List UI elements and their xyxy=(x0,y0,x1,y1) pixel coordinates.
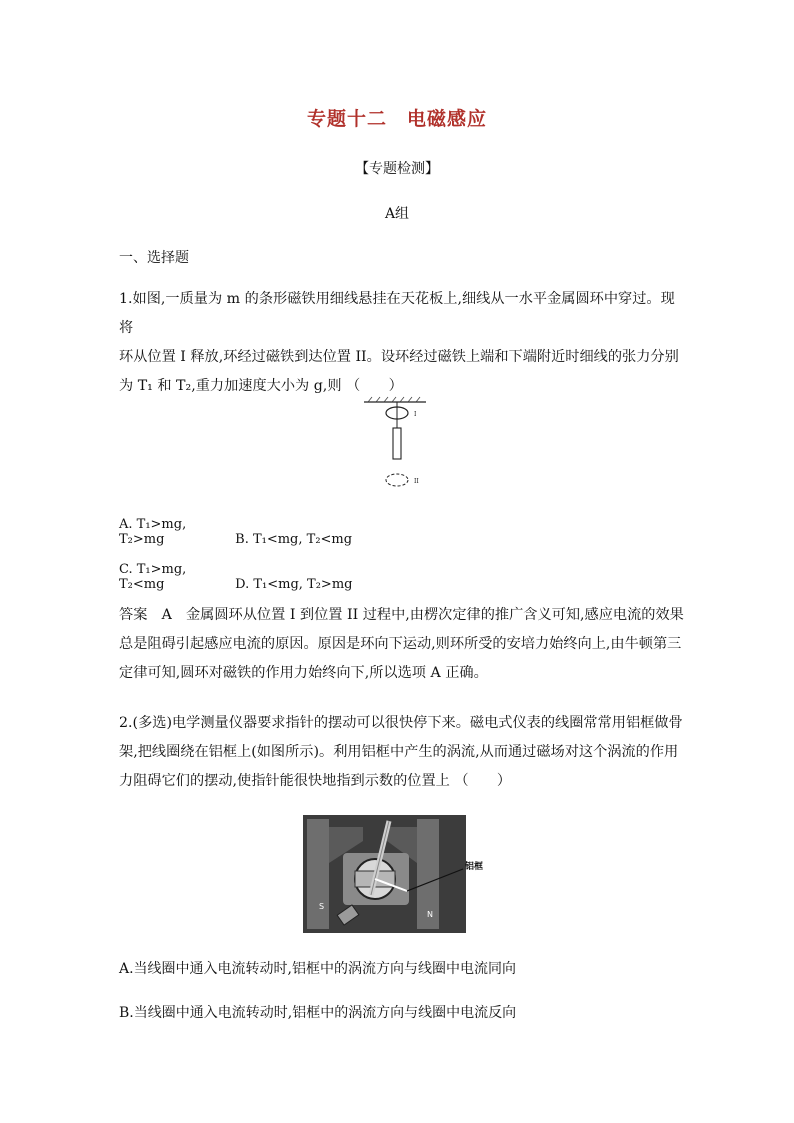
option-b[interactable]: B. T₁<mg, T₂<mg xyxy=(235,532,353,547)
question-1-options-row-2 xyxy=(119,562,352,592)
question-1-options-row-1 xyxy=(119,517,352,547)
page-title: 专题十二 电磁感应 xyxy=(306,108,487,130)
option-a[interactable]: A. T₁>mg, T₂>mg xyxy=(119,517,187,547)
option-d[interactable]: D. T₁<mg, T₂>mg xyxy=(235,577,353,592)
question-1-stem xyxy=(119,285,684,401)
ceiling xyxy=(364,397,426,402)
north-pole-label: N xyxy=(427,910,433,919)
question-1-line-1: 1.如图,一质量为 m 的条形磁铁用细线悬挂在天花板上,细线从一水平金属圆环中穿过。现将 xyxy=(119,291,675,336)
question-2-line-3: 力阻碍它们的摆动,使指针能很快地指到示数的位置上 （ ） xyxy=(119,773,512,789)
answer-line-3: 定律可知,圆环对磁铁的作用力始终向下,所以选项 A 正确。 xyxy=(119,665,488,681)
section-header: 【专题检测】 xyxy=(355,161,439,177)
position-2-label: II xyxy=(414,478,419,485)
magnet-south xyxy=(307,819,329,929)
metal-ring-position-2 xyxy=(386,474,408,486)
question-2-line-1: 2.(多选)电学测量仪器要求指针的摆动可以很快停下来。磁电式仪表的线圈常常用铝框做骨 xyxy=(119,715,683,731)
bar-magnet xyxy=(393,428,401,459)
question-1-line-3: 为 T₁ 和 T₂,重力加速度大小为 g,则 （ ） xyxy=(119,378,403,394)
question-2-stem xyxy=(119,709,684,796)
magnet-ring-figure xyxy=(360,392,440,494)
answer-line-2: 总是阻碍引起感应电流的原因。原因是环向下运动,则环所受的安培力始终向上,由牛顿第三 xyxy=(119,636,682,652)
question-1-answer xyxy=(119,601,684,688)
answer-line-1: 答案 A 金属圆环从位置 I 到位置 II 过程中,由楞次定律的推广含义可知,感应电流的效果 xyxy=(119,607,684,623)
frame-label: 铝框 xyxy=(465,862,484,872)
galvanometer-photo xyxy=(303,815,503,933)
group-label: A组 xyxy=(384,206,410,222)
question-type-heading: 一、选择题 xyxy=(119,250,189,266)
option-c[interactable]: C. T₁>mg, T₂<mg xyxy=(119,562,187,592)
position-1-label: I xyxy=(414,411,417,418)
question-2-option-b[interactable]: B.当线圈中通入电流转动时,铝框中的涡流方向与线圈中电流反向 xyxy=(119,1005,517,1021)
question-2-line-2: 架,把线圈绕在铝框上(如图所示)。利用铝框中产生的涡流,从而通过磁场对这个涡流的作用 xyxy=(119,744,679,760)
south-pole-label: S xyxy=(319,902,325,911)
question-1-line-2: 环从位置 I 释放,环经过磁铁到达位置 II。设环经过磁铁上端和下端附近时细线的张力分别 xyxy=(119,349,679,365)
question-2-option-a[interactable]: A.当线圈中通入电流转动时,铝框中的涡流方向与线圈中电流同向 xyxy=(119,961,517,977)
